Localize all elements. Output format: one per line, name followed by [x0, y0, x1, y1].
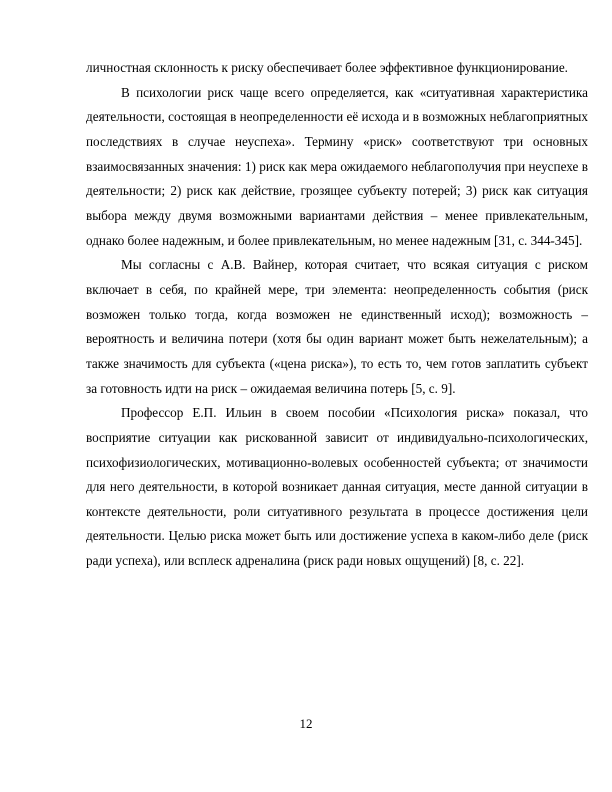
body-text [86, 56, 588, 574]
paragraph-vainer: Мы согласны с А.В. Вайнер, которая считает, что всякая ситуация с риском включает в себя, по крайней мере, три элемента: неопределенность события (риск возможен только тогда, когда возможен не единственный исход); возможность – вероятность и величина потери (хотя бы один вариант может быть нежелательным); а также значимость для субъекта («цена риска»), то есть то, чем готов заплатить субъект за готовность идти на риск – ожидаемая величина потерь [5, с. 9]. [86, 257, 588, 396]
page-number: 12 [299, 716, 313, 731]
paragraph-risk-definition: В психологии риск чаще всего определяется, как «ситуативная характеристика деятельности, состоящая в неопределенности её исхода и в возможных неблагоприятных последствиях в случае неуспеха». Термину «риск» соответствуют три основных взаимосвязанных значения: 1) риск как мера ожидаемого неблагополучия при неуспехе в деятельности; 2) риск как действие, грозящее субъекту потерей; 3) риск как ситуация выбора между двумя возможными вариантами действия – менее привлекательным, однако более надежным, и более привлекательным, но менее надежным [31, с. 344-345]. [86, 84, 588, 248]
paragraph-continuation: личностная склонность к риску обеспечивает более эффективное функционирование. [86, 60, 568, 75]
paragraph-ilyin: Профессор Е.П. Ильин в своем пособии «Психология риска» показал, что восприятие ситуации как рискованной зависит от индивидуально-психологических, психофизиологических, мотивационно-волевых особенностей субъекта; от значимости для него деятельности, в которой возникает данная ситуация, месте данной ситуации в контексте деятельности, роли ситуативного результата в процессе достижения цели деятельности. Целью риска может быть или достижение успеха в каком-либо деле (риск ради успеха), или всплеск адреналина (риск ради новых ощущений) [8, с. 22]. [86, 405, 588, 569]
